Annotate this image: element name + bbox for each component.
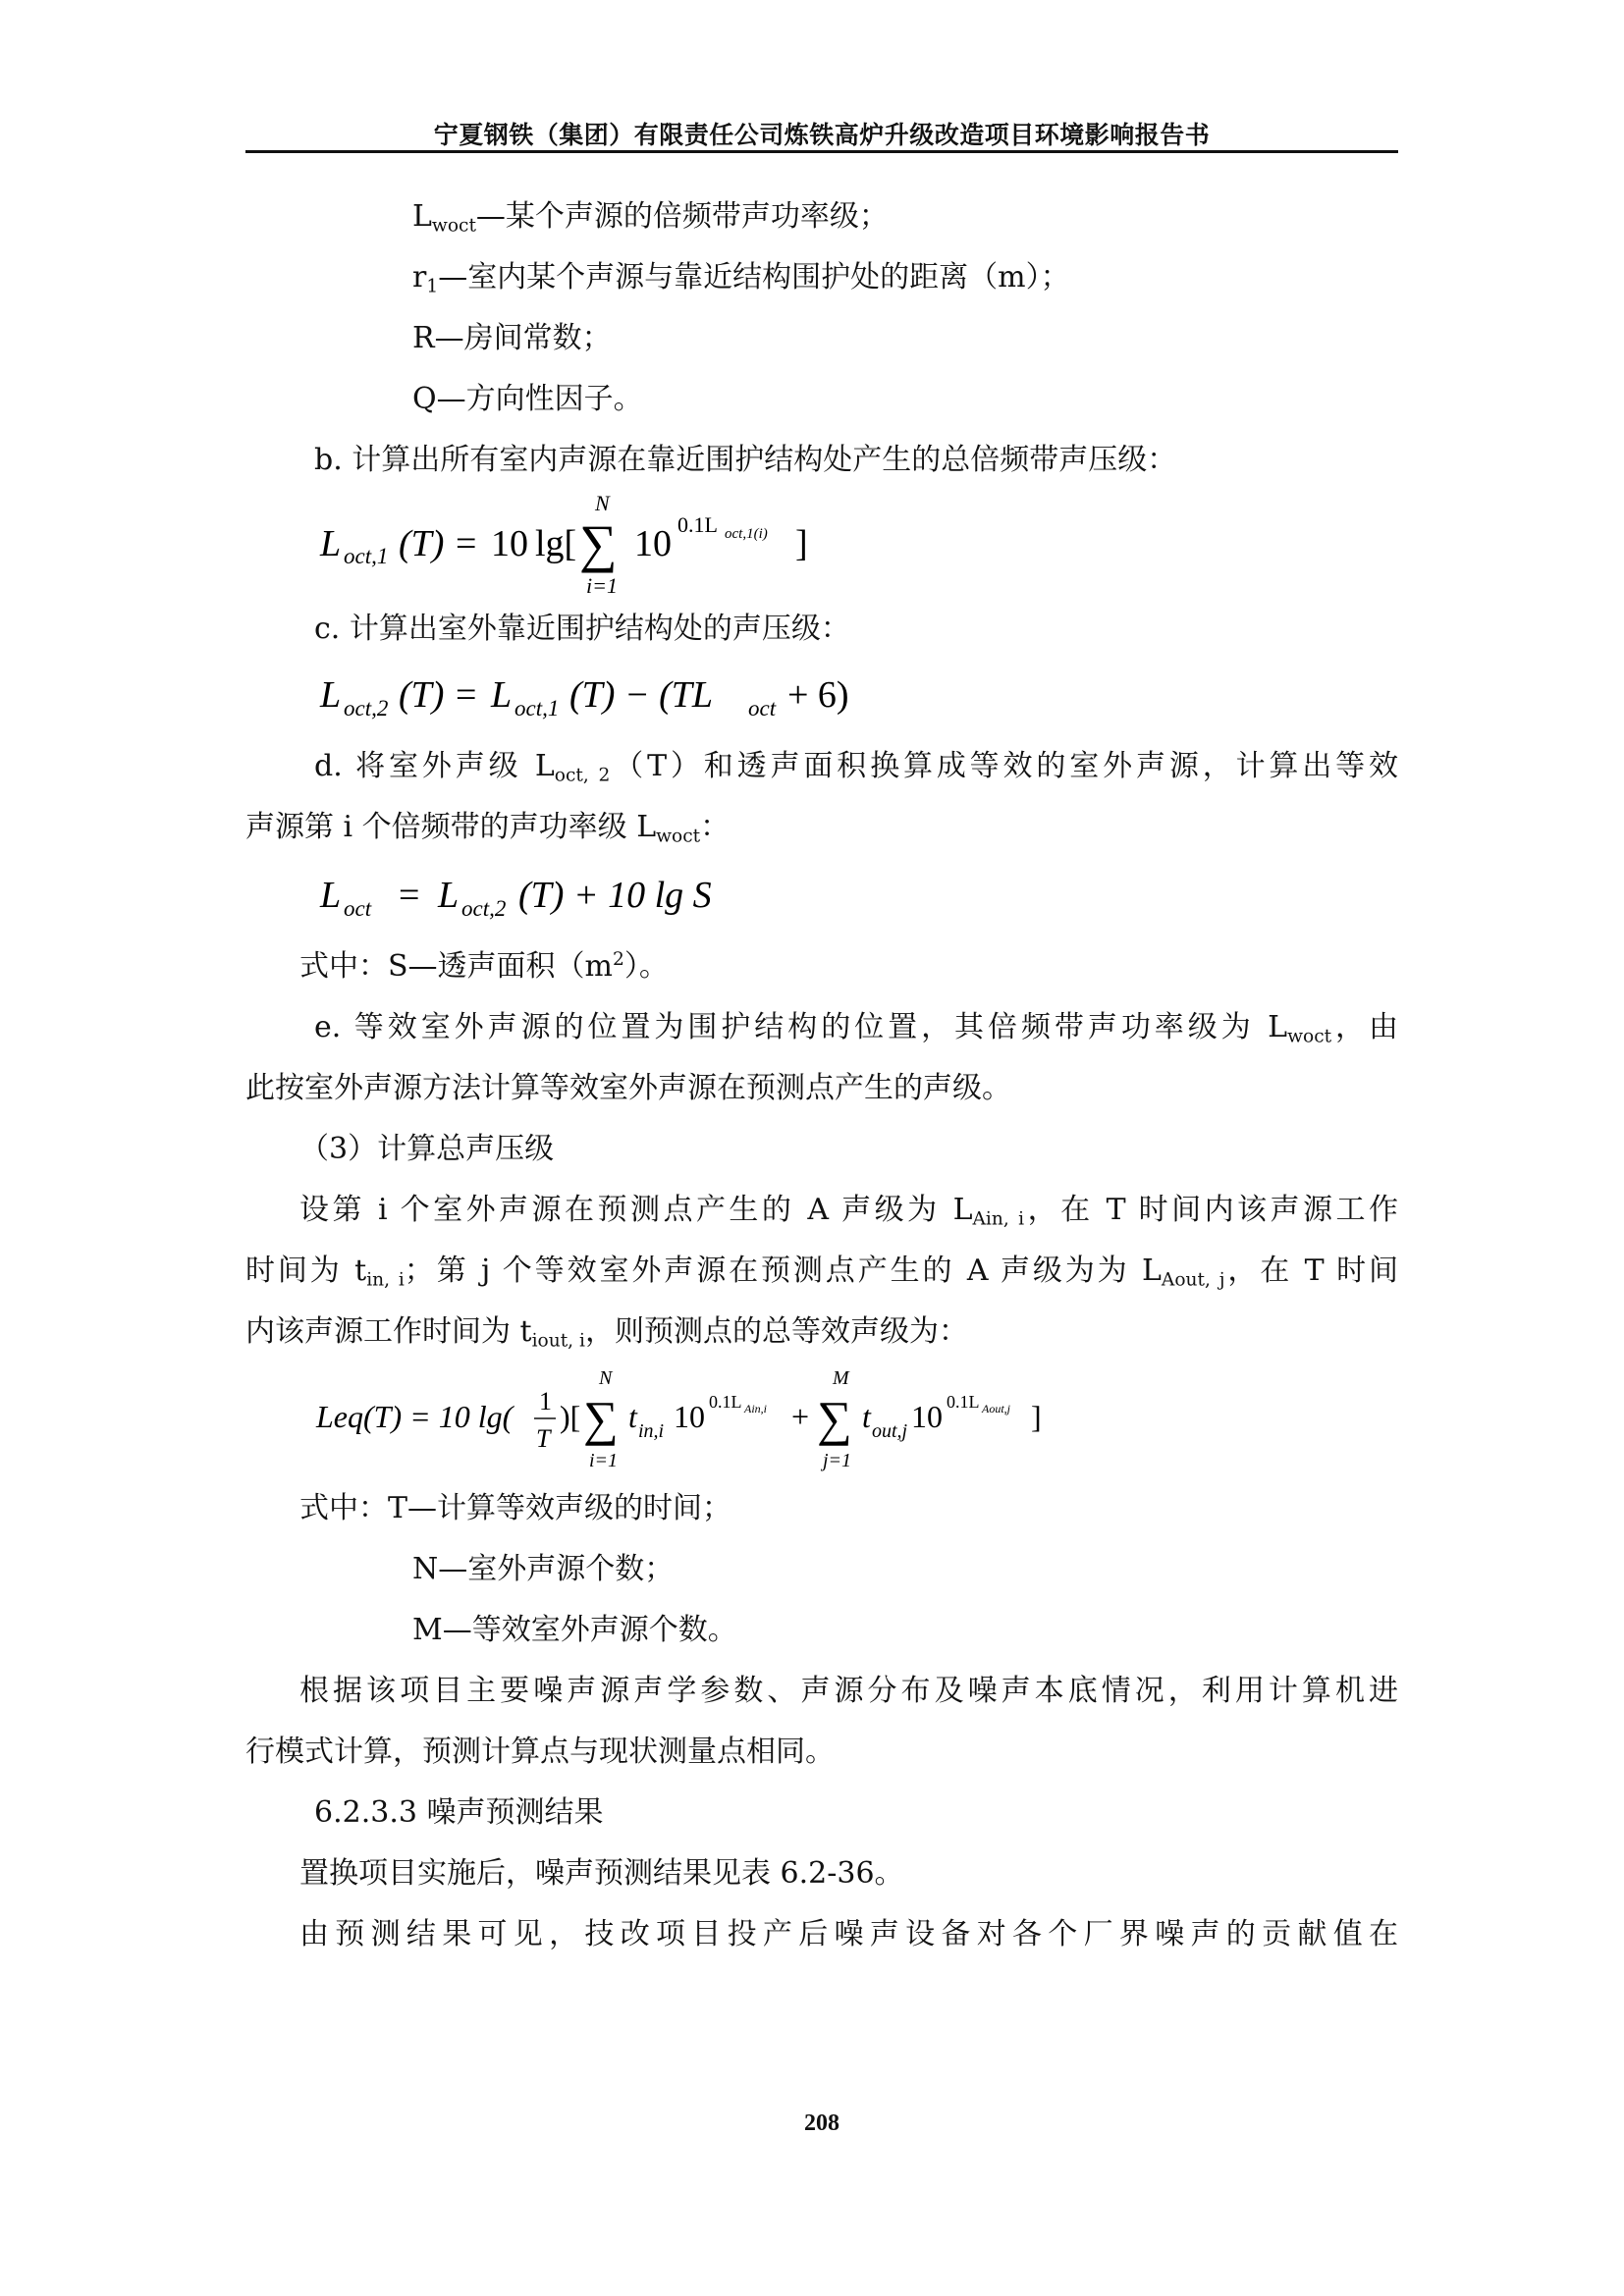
document-header: 宁夏钢铁（集团）有限责任公司炼铁高炉升级改造项目环境影响报告书	[433, 121, 1211, 149]
f4-num: 1	[539, 1387, 552, 1415]
f4-lhs: Leq(T) = 10 lg(	[316, 1399, 514, 1434]
formula-4-svg	[245, 1362, 1129, 1478]
f1-T: (T)	[399, 523, 445, 564]
para-last: 由预测结果可见，技改项目投产后噪声设备对各个厂界噪声的贡献值在	[299, 1917, 1398, 1951]
formula-2-svg	[245, 660, 933, 736]
page-number: 208	[804, 2110, 839, 2136]
formula-outside-level	[245, 660, 1398, 736]
f2-rest: (T) − (TL	[569, 674, 714, 716]
formula-1-svg	[245, 491, 933, 599]
section-6233-heading: 6.2.3.3 噪声预测结果	[314, 1795, 604, 1830]
def-lwoct: $L_{woct}—$某个声源的倍频带声功率级；	[412, 199, 889, 237]
f3-r: L	[438, 875, 460, 916]
f4-b2: 10	[911, 1399, 943, 1434]
f4-sigma2: ∑	[817, 1391, 852, 1446]
f2-r1: L	[491, 674, 513, 716]
para-result: 置换项目实施后，噪声预测结果见表 6.2-36。	[299, 1856, 904, 1891]
f1-upper: N	[595, 491, 610, 515]
step-e-line1: e. 等效室外声源的位置为围护结构的位置，其倍频带声功率级为 $L_{woct}$，由	[314, 1010, 1398, 1047]
step-d-line1: d. 将室外声级 $L_{oct, 2}(T)$和透声面积换算成等效的室外声源，计算出等效	[314, 749, 1398, 786]
para-model-line1: 根据该项目主要噪声源声学参数、声源分布及噪声本底情况，利用计算机进	[299, 1674, 1398, 1708]
step-b: b. 计算出所有室内声源在靠近围护结构处产生的总倍频带声压级：	[314, 443, 1177, 477]
f4-upper2: M	[833, 1367, 849, 1389]
page-body	[245, 187, 1398, 1965]
header-rule	[245, 150, 1398, 153]
f1-close: ]	[795, 523, 808, 564]
f1-base: 10	[634, 523, 672, 564]
f1-ten: 10	[491, 523, 528, 564]
f4-upper1: N	[599, 1367, 613, 1389]
f3-tail: (T) + 10 lg S	[518, 875, 712, 916]
f4-e2: 0.1L	[947, 1392, 980, 1412]
f4-e1: 0.1L	[709, 1392, 742, 1412]
f3-lhs: L	[320, 875, 342, 916]
f2-eq: =	[456, 674, 477, 716]
para-total-line2: 时间为 $t_{in, i}$；第 j 个等效室外声源在预测点产生的 A 声级为为 $L_{Aout, j}$，在 T 时间	[245, 1254, 1398, 1291]
def-q: Q—方向性因子。	[412, 382, 643, 416]
f4-lower1: i=1	[589, 1450, 619, 1471]
f4-t1sub: in,i	[638, 1420, 665, 1442]
f4-close: ]	[1031, 1399, 1042, 1434]
f4-e2sub: Aout,j	[982, 1402, 1010, 1415]
f2-tail: + 6)	[787, 674, 849, 716]
step-d-line2: 声源第 i 个倍频带的声功率级 $L_{woct}$：	[245, 810, 731, 847]
s-definition: 式中：S—透声面积$(m^2)$。	[299, 948, 669, 984]
def-m: M—等效室外声源个数。	[412, 1613, 737, 1647]
def-r1: $r_1—$室内某个声源与靠近结构围护处的距离（m）；	[412, 260, 1070, 297]
f4-e1sub: Ain,i	[744, 1402, 767, 1415]
f2-r1-sub: oct,1	[514, 696, 560, 721]
f2-lhs-sub: oct,2	[344, 696, 389, 721]
f1-sub: oct,1	[344, 544, 389, 568]
f4-plus: +	[791, 1399, 810, 1434]
def-t: 式中：T—计算等效声级的时间；	[299, 1491, 732, 1525]
f1-sigma: ∑	[579, 514, 618, 573]
para-total-line3: 内该声源工作时间为 $t_{iout, i}$，则预测点的总等效声级为：	[245, 1314, 968, 1352]
f4-open: )[	[560, 1399, 581, 1434]
f4-sigma1: ∑	[583, 1391, 619, 1446]
f4-t2sub: out,j	[872, 1420, 908, 1442]
formula-total-equivalent-level	[245, 1362, 1398, 1478]
para-model-line2: 行模式计算，预测计算点与现状测量点相同。	[245, 1735, 835, 1769]
section-3-heading: （3）计算总声压级	[299, 1132, 555, 1166]
formula-total-octave-level	[245, 491, 1398, 599]
f2-rest-sub: oct	[748, 696, 777, 721]
def-n: N—室外声源个数；	[412, 1552, 675, 1586]
formula-equivalent-source	[245, 858, 1398, 936]
f4-den: T	[536, 1424, 551, 1453]
f1-exp: 0.1L	[677, 512, 718, 537]
def-r: R—房间常数；	[412, 321, 612, 355]
para-total-line1: 设第 i 个室外声源在预测点产生的 A 声级为 $L_{Ain, i}$，在 T 时间内该声源工作	[299, 1193, 1398, 1230]
step-c: c. 计算出室外靠近围护结构处的声压级：	[314, 612, 850, 646]
step-e-line2: 此按室外声源方法计算等效室外声源在预测点产生的声级。	[245, 1071, 1011, 1105]
f3-r-sub: oct,2	[461, 896, 507, 921]
f1-eq: =	[456, 523, 477, 564]
f1-lower: i=1	[586, 573, 618, 598]
f4-lower2: j=1	[823, 1450, 852, 1471]
f1-lg: lg[	[535, 523, 577, 564]
f2-lhs: L	[320, 674, 342, 716]
f1-expsub: oct,1(i)	[725, 526, 768, 542]
formula-3-svg	[245, 858, 933, 936]
f4-b1: 10	[674, 1399, 705, 1434]
f3-lhs-sub: oct	[344, 896, 372, 921]
f4-t1: t	[628, 1399, 637, 1434]
f3-eq: =	[399, 875, 420, 916]
f2-T: (T)	[399, 674, 445, 716]
f4-t2: t	[862, 1399, 871, 1434]
f1-L: L	[320, 523, 342, 564]
